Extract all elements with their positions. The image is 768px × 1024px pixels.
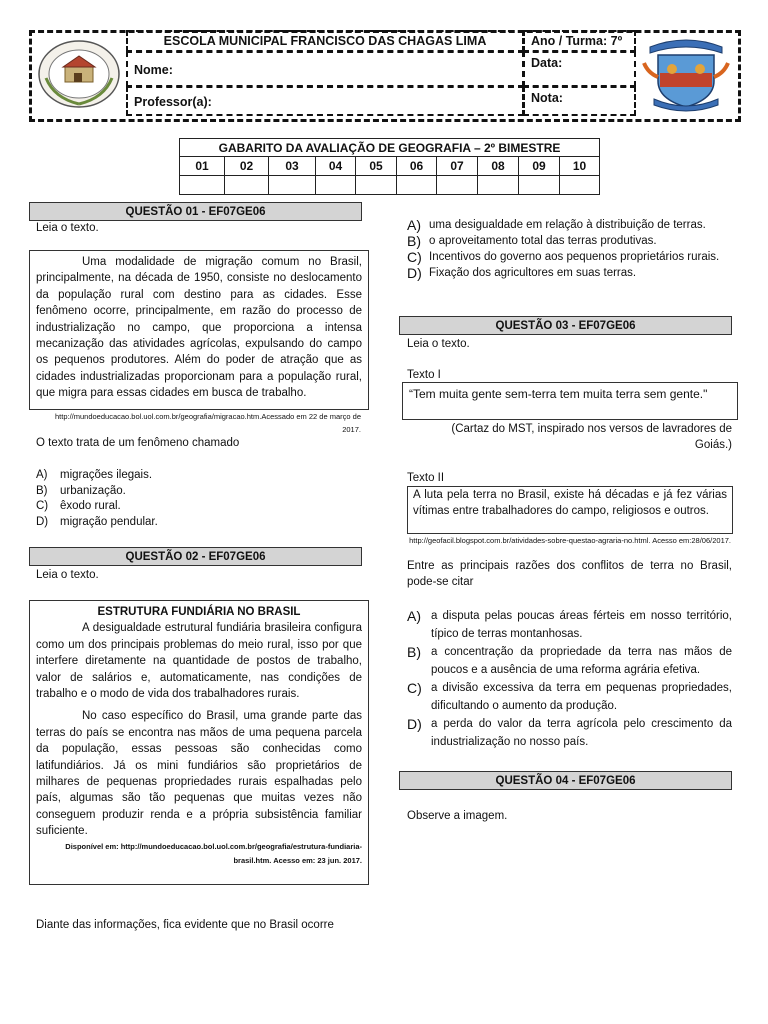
option-text: urbanização. <box>60 484 126 497</box>
score-field[interactable] <box>523 86 636 116</box>
question-3-instruction: Leia o texto. <box>407 338 470 350</box>
answer-cell[interactable] <box>397 176 437 195</box>
answer-number: 04 <box>316 157 356 176</box>
question-3-text1-label: Texto I <box>407 369 441 381</box>
option[interactable] <box>407 217 733 233</box>
answer-cell[interactable] <box>316 176 356 195</box>
teacher-label: Professor(a): <box>134 95 212 109</box>
answer-cell[interactable] <box>560 176 600 195</box>
option-letter: B) <box>407 233 421 249</box>
answer-cell[interactable] <box>437 176 478 195</box>
answer-number: 05 <box>356 157 397 176</box>
answer-number: 08 <box>478 157 519 176</box>
option-text: migrações ilegais. <box>60 469 153 481</box>
option-text: a disputa pelas poucas áreas férteis em nosso território, típico de terras montanhosas. <box>431 610 732 640</box>
date-label: Data: <box>531 56 563 70</box>
option[interactable] <box>407 233 733 249</box>
answer-cell[interactable] <box>225 176 269 195</box>
answer-number: 07 <box>437 157 478 176</box>
question-1-title: QUESTÃO 01 - EF07GE06 <box>29 202 362 221</box>
answer-number: 09 <box>519 157 560 176</box>
score-label: Nota: <box>531 91 563 105</box>
option[interactable] <box>407 249 733 265</box>
option[interactable] <box>36 499 356 515</box>
grade-label: Ano / Turma: 7º <box>531 34 623 48</box>
option-letter: B) <box>407 644 421 660</box>
question-2-prompt: Diante das informações, fica evidente que no Brasil ocorre <box>36 919 334 931</box>
grade-field[interactable] <box>523 30 636 52</box>
school-name: ESCOLA MUNICIPAL FRANCISCO DAS CHAGAS LIMA <box>126 30 524 52</box>
question-3-text2: A luta pela terra no Brasil, existe há décadas e já fez várias vítimas entre trabalhadores do campo, religiosos e outros. <box>413 489 727 517</box>
answer-number: 06 <box>397 157 437 176</box>
question-3-text2-source: http://geofacil.blogspot.com.br/atividades-sobre-questao-agraria-no.html. Acesso em:28/06/2017. <box>409 536 731 545</box>
option-text: a divisão excessiva da terra em pequenas propriedades, dificultando o aumento da produção. <box>431 682 732 712</box>
answer-cell[interactable] <box>478 176 519 195</box>
option[interactable] <box>36 484 356 500</box>
option-letter: D) <box>407 265 422 281</box>
option[interactable] <box>407 715 732 751</box>
question-3-prompt: Entre as principais razões dos conflitos de terra no Brasil, pode-se citar <box>407 560 732 588</box>
question-1-text-box <box>29 250 369 410</box>
option[interactable] <box>36 515 356 531</box>
question-1-source: http://mundoeducacao.bol.uol.com.br/geografia/migracao.htm.Acessado em 22 de março de 2017. <box>54 412 361 434</box>
option-letter: A) <box>407 217 421 233</box>
question-1-text: Uma modalidade de migração comum no Brasil, principalmente, na década de 1950, consiste no deslocamento da população rural com destino para as cidades. Esse fenômeno ocorre, principalmente, em razão do processo de industrialização no campo, que proporciona a intensa mecanização das atividades agrícolas, expulsando do campo os pequenos produtores. Além do poder de atração que as cidades industrializadas proporcionam para a população rural, que migra para essas cidades em busca de trabalho. <box>36 256 362 400</box>
answer-number: 10 <box>560 157 600 176</box>
school-logo <box>34 38 124 110</box>
question-1-options <box>36 468 356 530</box>
question-3-text2-box <box>407 486 733 534</box>
date-field[interactable] <box>523 51 636 87</box>
option-letter: C) <box>407 249 422 265</box>
question-3-title: QUESTÃO 03 - EF07GE06 <box>399 316 732 335</box>
option-letter: C) <box>407 680 422 696</box>
option-text: uma desigualdade em relação à distribuição de terras. <box>429 219 706 231</box>
question-4-instruction: Observe a imagem. <box>407 810 508 822</box>
answer-number: 02 <box>225 157 269 176</box>
answer-number: 01 <box>180 157 225 176</box>
option-text: migração pendular. <box>60 515 158 528</box>
question-2-source: Disponível em: http://mundoeducacao.bol.uol.com.br/geografia/estrutura-fundiaria-brasil.htm. Acesso em: 23 jun. 2017. <box>65 841 362 865</box>
option-letter: C) <box>36 500 49 512</box>
question-3-text2-label: Texto II <box>407 472 445 484</box>
answer-cell[interactable] <box>269 176 316 195</box>
option-text: Fixação dos agricultores em suas terras. <box>429 267 637 279</box>
question-2-options <box>407 217 733 281</box>
option-letter: B) <box>36 484 48 497</box>
option-text: o aproveitamento total das terras produtivas. <box>429 235 657 247</box>
teacher-field[interactable] <box>126 86 524 116</box>
answer-cell[interactable] <box>519 176 560 195</box>
coat-of-arms <box>640 33 732 113</box>
option-letter: A) <box>36 469 48 481</box>
option-text: Incentivos do governo aos pequenos proprietários rurais. <box>429 251 720 263</box>
option[interactable] <box>36 468 356 484</box>
question-3-options <box>407 607 732 751</box>
option[interactable] <box>407 643 732 679</box>
answer-cell[interactable] <box>180 176 225 195</box>
option-letter: D) <box>36 515 49 528</box>
question-2-box-title: ESTRUTURA FUNDIÁRIA NO BRASIL <box>97 606 301 618</box>
option[interactable] <box>407 679 732 715</box>
name-field[interactable] <box>126 51 524 87</box>
question-3-text1-box <box>402 382 738 420</box>
question-2-paragraph-2: No caso específico do Brasil, uma grande parte das terras do país se encontra nas mãos de uma pequena parcela da população, essas pessoas são conhecidas como latifundiários. Já os mini fundiários são proprietários de milhares de pequenas propriedades rurais espalhadas pelo país, algumas são tão pequenas que muitas vezes não conseguem produzir renda e a própria subsistência familiar suficiente. <box>36 710 362 838</box>
option-letter: D) <box>407 716 422 732</box>
question-2-instruction: Leia o texto. <box>36 569 99 581</box>
name-label: Nome: <box>134 63 173 77</box>
option[interactable] <box>407 607 732 643</box>
answer-number: 03 <box>269 157 316 176</box>
answer-key <box>179 138 600 195</box>
question-4-title: QUESTÃO 04 - EF07GE06 <box>399 771 732 790</box>
question-3-text1: “Tem muita gente sem-terra tem muita terra sem gente." <box>409 387 708 401</box>
option-text: êxodo rural. <box>60 500 121 512</box>
answer-cell[interactable] <box>356 176 397 195</box>
option-text: a concentração da propriedade da terra nas mãos de poucos e a ausência de uma reforma agrária efetiva. <box>431 646 732 676</box>
question-1-prompt: O texto trata de um fenômeno chamado <box>36 437 240 449</box>
option[interactable] <box>407 265 733 281</box>
question-2-text-box <box>29 600 369 885</box>
question-2-paragraph-1: A desigualdade estrutural fundiária brasileira configura como um dos principais problemas do meio rural, isso por que interfere diretamente na quantidade de postos de trabalho, valor de salários e, automaticamente, nas condições de trabalho e o modo de vida dos trabalhadores rurais. <box>36 622 362 701</box>
question-2-title: QUESTÃO 02 - EF07GE06 <box>29 547 362 566</box>
question-1-instruction: Leia o texto. <box>36 222 99 234</box>
option-letter: A) <box>407 608 421 624</box>
answer-key-title: GABARITO DA AVALIAÇÃO DE GEOGRAFIA – 2º BIMESTRE <box>180 139 600 157</box>
question-3-text1-caption: (Cartaz do MST, inspirado nos versos de lavradores de Goiás.) <box>451 423 732 451</box>
option-text: a perda do valor da terra agrícola pelo crescimento da industrialização no nosso país. <box>431 718 732 748</box>
